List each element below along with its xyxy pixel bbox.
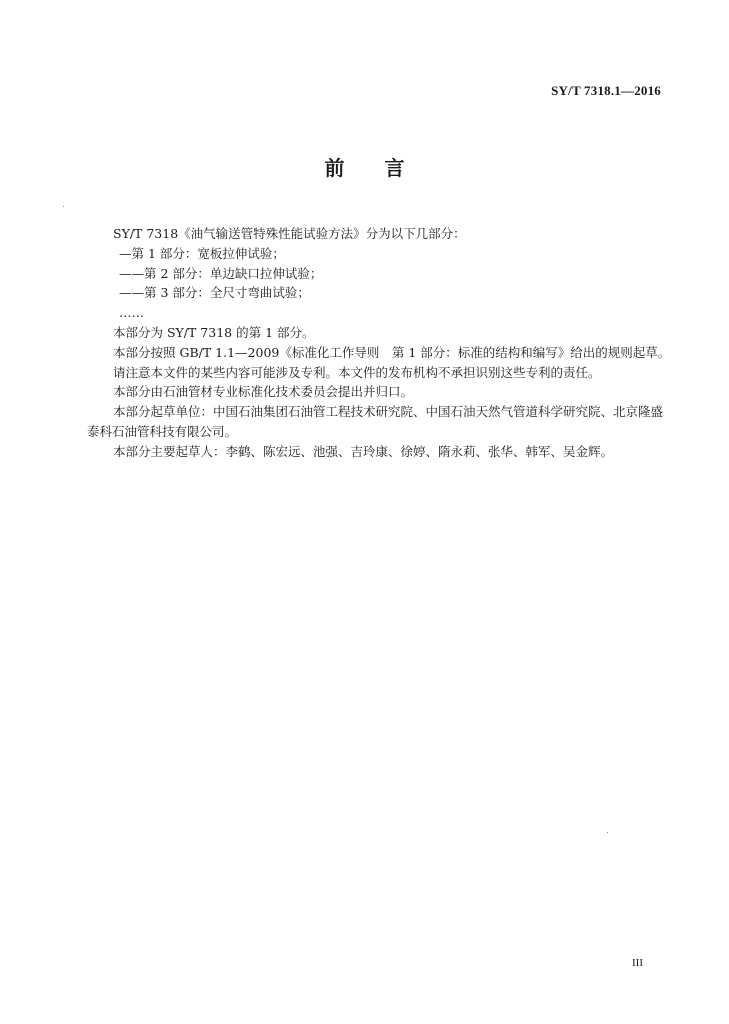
intro-paragraph: SY/T 7318《油气输送管特殊性能试验方法》分为以下几部分： — [113, 226, 466, 241]
page-number: III — [632, 957, 643, 969]
drafting-units-paragraph: 本部分起草单位：中国石油集团石油管工程技术研究院、中国石油天然气管道科学研究院、北京隆盛泰科石油管科技有限公司。 — [87, 404, 664, 439]
patent-notice-paragraph: 请注意本文件的某些内容可能涉及专利。本文件的发布机构不承担识别这些专利的责任。 — [113, 364, 601, 380]
title-char-1: 前 — [324, 156, 345, 180]
header-standard-code: SY/T 7318.1—2016 — [551, 83, 661, 98]
speck-mark — [607, 832, 608, 833]
page-title — [0, 152, 729, 181]
part-list-ellipsis: …… — [119, 305, 144, 321]
title-char-2: 言 — [384, 156, 405, 180]
drafting-rules-paragraph: 本部分按照 GB/T 1.1—2009《标准化工作导则 第 1 部分：标准的结构和编写》给出的规则起草。 — [113, 344, 671, 360]
proposal-paragraph: 本部分由石油管材专业标准化技术委员会提出并归口。 — [113, 384, 414, 400]
part-statement-paragraph: 本部分为 SY/T 7318 的第 1 部分。 — [113, 324, 315, 340]
part-list-item: ——第 2 部分：单边缺口拉伸试验； — [119, 265, 323, 281]
body-text — [87, 224, 671, 462]
speck-mark — [63, 206, 64, 207]
drafters-paragraph: 本部分主要起草人：李鹤、陈宏远、池强、吉玲康、徐婷、隋永莉、张华、韩军、吴金辉。 — [113, 443, 614, 459]
part-list-item: ——第 3 部分：全尺寸弯曲试验； — [119, 285, 310, 301]
part-list-item: —第 1 部分：宽板拉伸试验； — [119, 245, 285, 261]
